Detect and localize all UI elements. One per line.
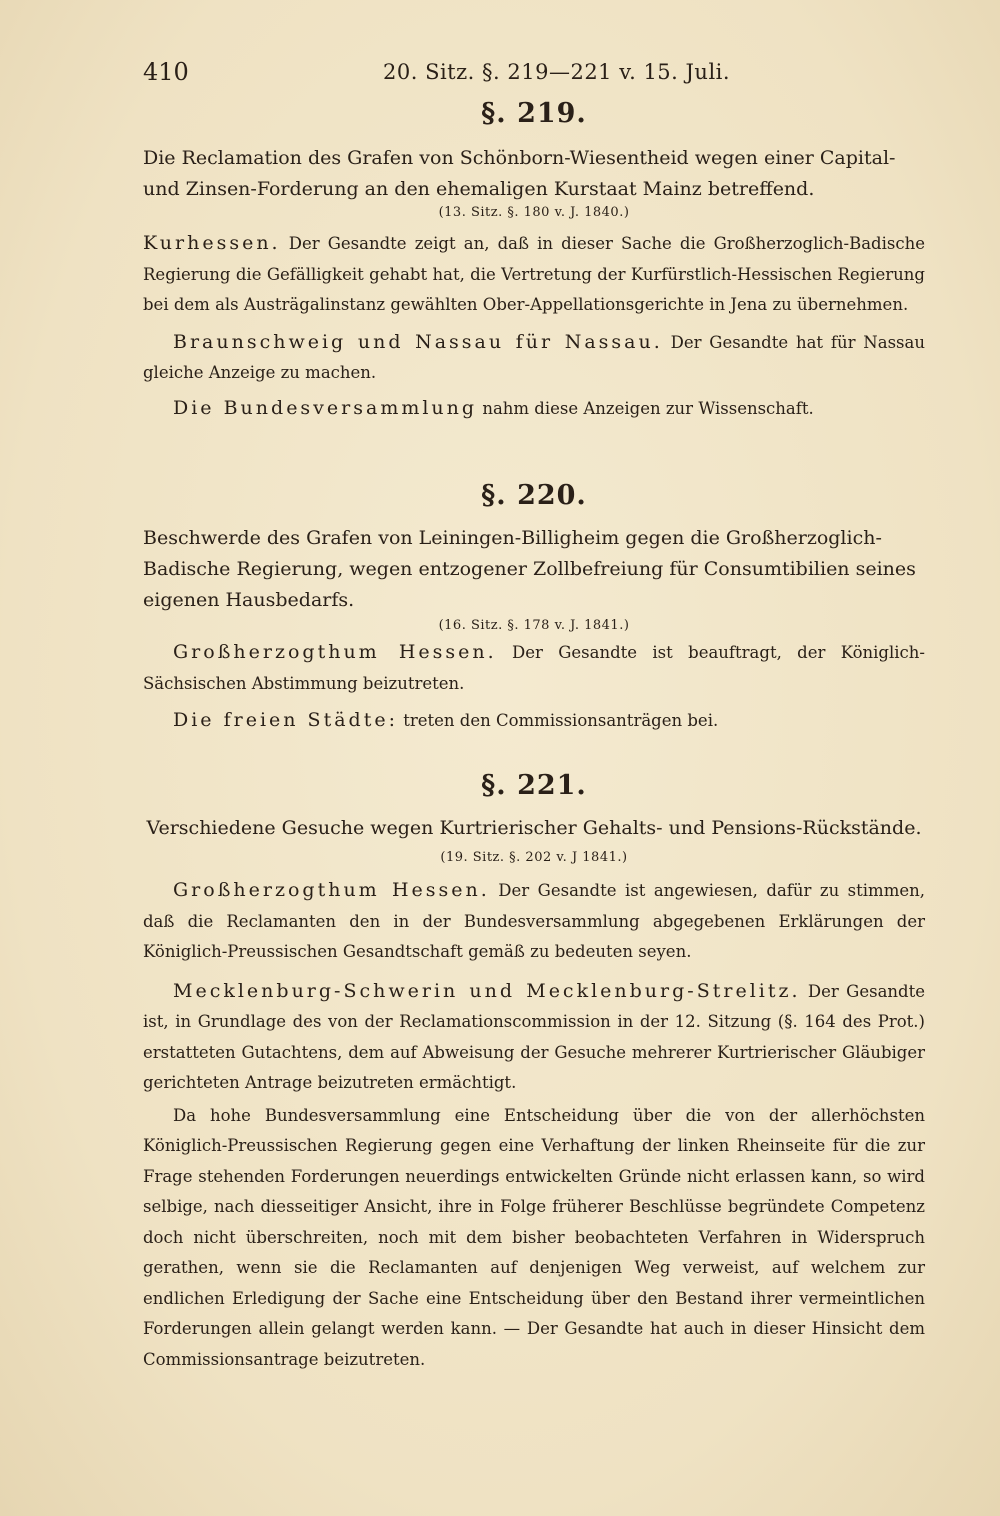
paragraph-lead: Großherzogthum Hessen. bbox=[173, 641, 497, 663]
section-heading: §. 221. bbox=[481, 770, 587, 801]
paragraph-lead: Die Bundesversammlung bbox=[173, 396, 478, 419]
section-reference: (19. Sitz. §. 202 v. J 1841.) bbox=[440, 850, 628, 865]
paragraph-text: Der Gesandte ist angewiesen, dafür zu stimmen, daß die Reclamanten den in der Bundesversammlung abgegebenen Erklärungen der Königlich-Preussischen Gesandtschaft gemäß zu bedeuten seyen. bbox=[143, 881, 925, 961]
section-reference: (16. Sitz. §. 178 v. J. 1841.) bbox=[438, 618, 630, 633]
paragraph bbox=[143, 1101, 925, 1376]
section-219 bbox=[143, 98, 925, 424]
page-number: 410 bbox=[143, 58, 189, 86]
paragraph-lead: Kurhessen. bbox=[143, 232, 281, 254]
section-220 bbox=[143, 480, 925, 737]
page-header bbox=[143, 58, 920, 88]
section-title: Beschwerde des Grafen von Leiningen-Billigheim gegen die Großherzoglich-Badische Regierung, wegen entzogener Zollbefreiung für Consumtibilien seines eigenen Hausbedarfs. bbox=[143, 527, 916, 611]
section-title: Die Reclamation des Grafen von Schönborn-Wiesentheid wegen einer Capital- und Zinsen-Forderung an den ehemaligen Kurstaat Mainz betreffend. bbox=[143, 147, 896, 200]
paragraph-text: Da hohe Bundesversammlung eine Entscheidung über die von der allerhöchsten Königlich-Preussischen Regierung gegen eine Verhaftung der linken Rheinseite für die zur Frage stehenden Forderungen neuerdings entwickelten Gründe nicht erlassen kann, so wird selbige, nach diesseitiger Ansicht, ihre in Folge früherer Beschlüsse begründete Competenz doch nicht überschreiten, noch mit dem bisher beobachteten Verfahren in Widerspruch gerathen, wenn sie die Reclamanten auf denjenigen Weg verweist, auf welchem zur endlichen Erledigung der Sache eine Entscheidung über den Bestand ihrer vermeintlichen Forderungen allein gelangt werden kann. — Der Gesandte hat auch in dieser Hinsicht dem Commissionsantrage beizutreten. bbox=[143, 1105, 925, 1369]
paragraph bbox=[143, 875, 925, 968]
section-221 bbox=[143, 770, 925, 1375]
paragraph-lead: Mecklenburg-Schwerin und Mecklenburg-Strelitz. bbox=[173, 979, 801, 1002]
running-title: 20. Sitz. §. 219—221 v. 15. Juli. bbox=[383, 60, 731, 84]
section-heading: §. 219. bbox=[481, 98, 587, 129]
section-heading: §. 220. bbox=[481, 480, 587, 511]
paragraph bbox=[143, 327, 925, 389]
paragraph bbox=[143, 393, 925, 425]
paragraph bbox=[143, 637, 925, 699]
paragraph-lead: Großherzogthum Hessen. bbox=[173, 879, 490, 901]
paragraph bbox=[143, 976, 925, 1099]
paragraph bbox=[143, 228, 925, 321]
paragraph-lead: Braunschweig und Nassau für Nassau. bbox=[173, 330, 663, 353]
section-reference: (13. Sitz. §. 180 v. J. 1840.) bbox=[438, 205, 630, 220]
paragraph-text: Der Gesandte hat für Nassau gleiche Anzeige zu machen. bbox=[143, 332, 925, 382]
section-title: Verschiedene Gesuche wegen Kurtrierischer Gehalts- und Pensions-Rückstände. bbox=[146, 817, 922, 839]
paragraph-text: treten den Commissionsanträgen bei. bbox=[397, 711, 719, 730]
paragraph-text: Der Gesandte zeigt an, daß in dieser Sache die Großherzoglich-Badische Regierung die Gefälligkeit gehabt hat, die Vertretung der Kurfürstlich-Hessischen Regierung bei dem als Austrägalinstanz gewählten Ober-Appellationsgerichte in Jena zu übernehmen. bbox=[143, 234, 925, 314]
paragraph bbox=[143, 705, 925, 737]
paragraph-text: Der Gesandte ist, in Grundlage des von der Reclamationscommission in der 12. Sitzung (§. 164 des Prot.) erstatteten Gutachtens, dem auf Abweisung der Gesuche mehrerer Kurtrierischer Gläubiger gerichteten Antrage beizutreten ermächtigt. bbox=[143, 981, 925, 1092]
paragraph-text: Der Gesandte ist beauftragt, der Königlich-Sächsischen Abstimmung beizutreten. bbox=[143, 643, 925, 693]
paragraph-text: nahm diese Anzeigen zur Wissenschaft. bbox=[477, 398, 814, 418]
paragraph-lead: Die freien Städte: bbox=[173, 709, 398, 731]
